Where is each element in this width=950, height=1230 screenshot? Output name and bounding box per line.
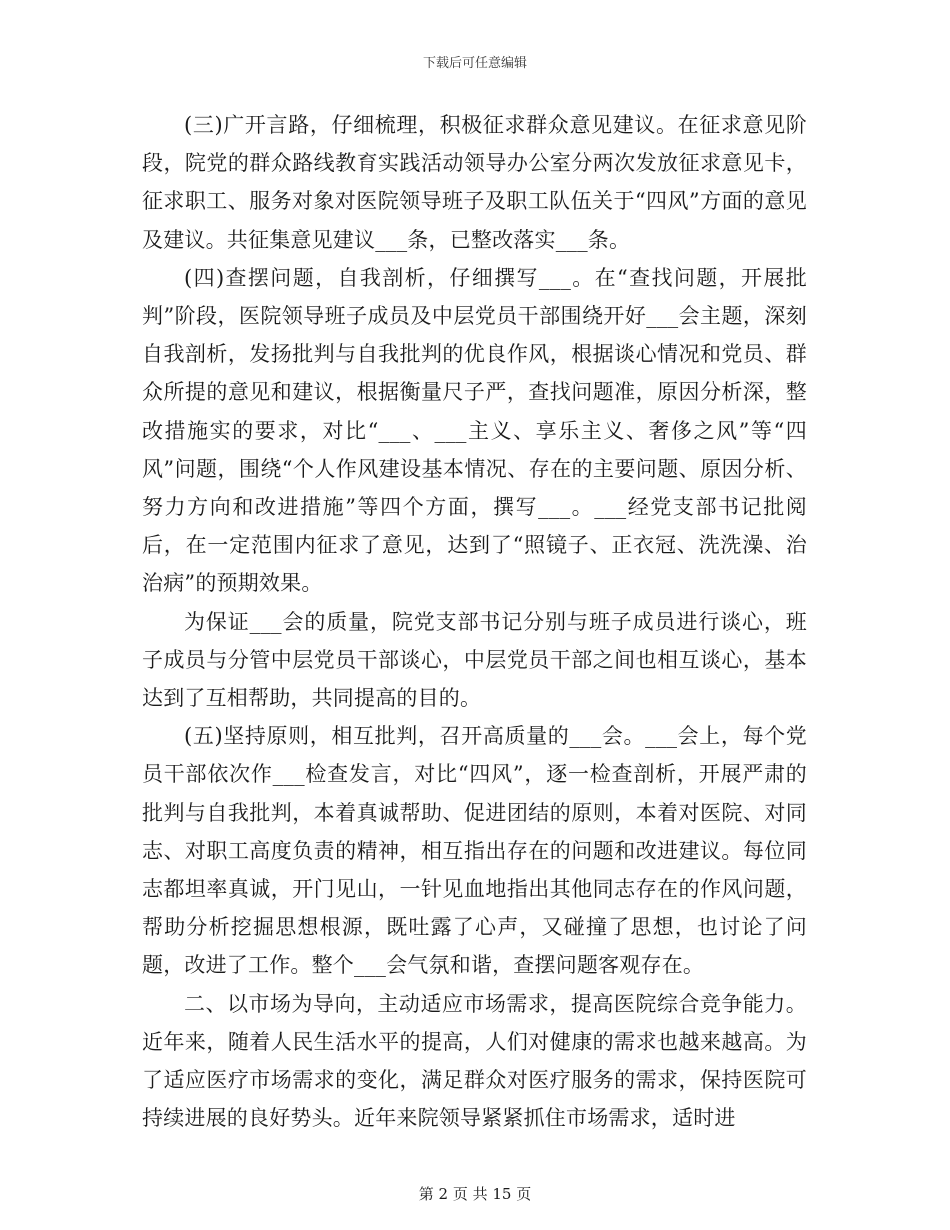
paragraph-talk-quality: 为保证___会的质量，院党支部书记分别与班子成员进行谈心，班子成员与分管中层党员干部谈心，中层党员干部之间也相互谈心，基本达到了互相帮助，共同提高的目的。 — [142, 609, 807, 711]
paragraph-section-3: (三)广开言路，仔细梳理，积极征求群众意见建议。在征求意见阶段，院党的群众路线教育实践活动领导办公室分两次发放征求意见卡，征求职工、服务对象对医院领导班子及职工队伍关于“四风”方面的意见及建议。共征集意见建议___条，已整改落实___条。 — [142, 113, 807, 252]
paragraph-section-4: (四)查摆问题，自我剖析，仔细撰写___。在“查找问题，开展批判”阶段，医院领导班子成员及中层党员干部围绕开好___会主题，深刻自我剖析，发扬批判与自我批判的优良作风，根据谈心情况和党员、群众所提的意见和建议，根据衡量尺子严，查找问题准，原因分析深，整改措施实的要求，对比“___、___主义、享乐主义、奢侈之风”等“四风”问题，围绕“个人作风建设基本情况、存在的主要问题、原因分析、努力方向和改进措施”等四个方面，撰写___。___经党支部书记批阅后，在一定范围内征求了意见，达到了“照镜子、正衣冠、洗洗澡、治治病”的预期效果。 — [142, 265, 807, 596]
page-number-footer: 第 2 页 共 15 页 — [418, 1185, 532, 1203]
paragraph-part-2-market: 二、以市场为导向，主动适应市场需求，提高医院综合竞争能力。近年来，随着人民生活水平的提高，人们对健康的需求也越来越高。为了适应医疗市场需求的变化，满足群众对医疗服务的需求，保持医院可持续进展的良好势头。近年来院领导紧紧抓住市场需求，适时进 — [142, 991, 807, 1131]
paragraph-section-5: (五)坚持原则，相互批判，召开高质量的___会。___会上，每个党员干部依次作___检查发言，对比“四风”，逐一检查剖析，开展严肃的批判与自我批判，本着真诚帮助、促进团结的原则，本着对医院、对同志、对职工高度负责的精神，相互指出存在的问题和改进建议。每位同志都坦率真诚，开门见山，一针见血地指出其他同志存在的作风问题，帮助分析挖掘思想根源，既吐露了心声，又碰撞了思想，也讨论了问题，改进了工作。整个___会气氛和谐，查摆问题客观存在。 — [142, 724, 807, 978]
document-body — [142, 106, 807, 1137]
page-header: 下载后可任意编辑 — [422, 56, 527, 71]
